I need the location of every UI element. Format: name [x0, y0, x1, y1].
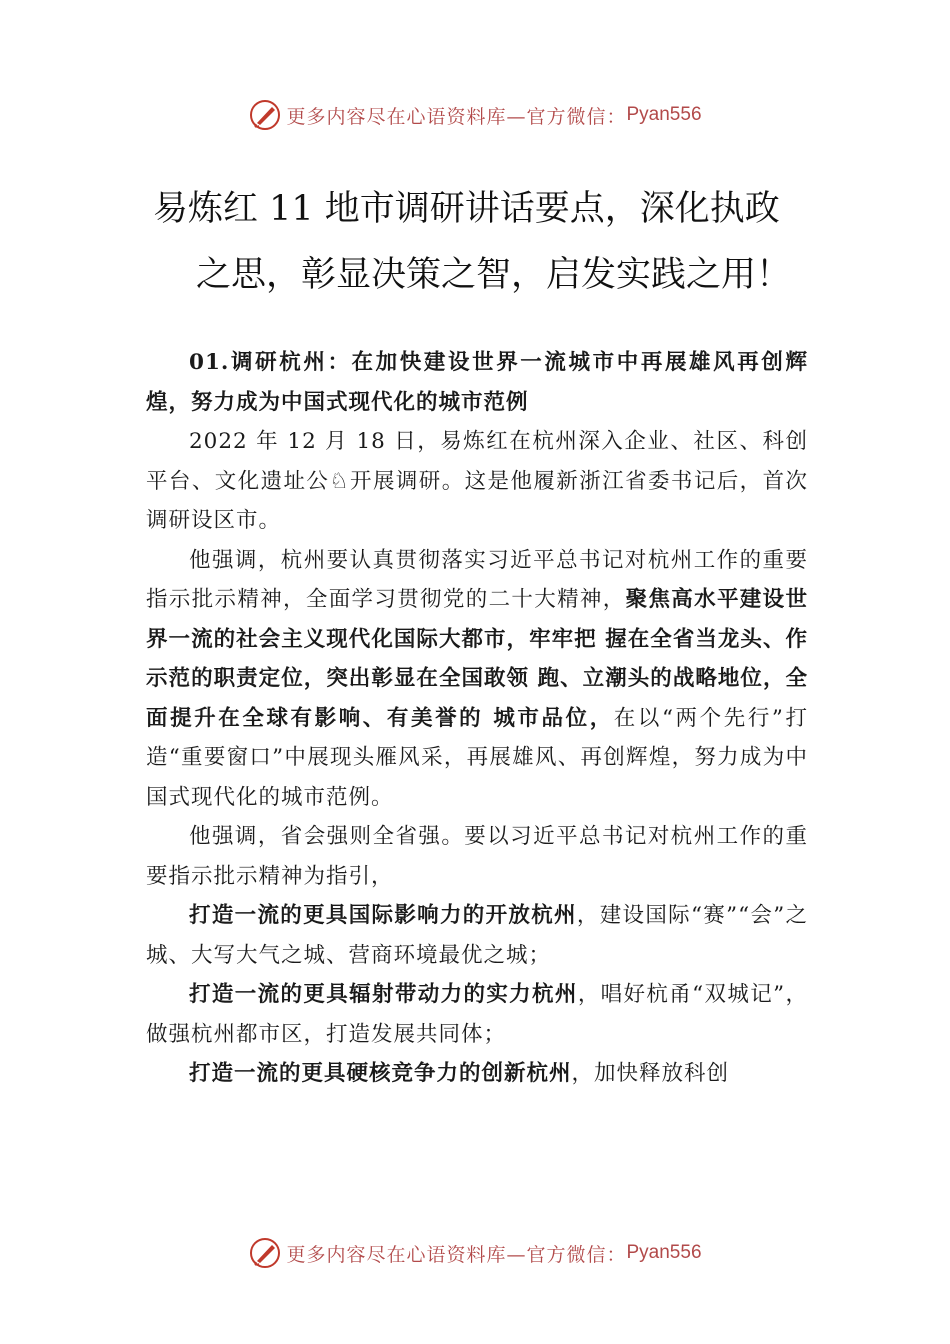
- watermark-header: [0, 95, 950, 135]
- list-item-text: ，建设国际“赛”“会”之城、大写大气之城、营商环境最优之城；: [146, 903, 808, 968]
- section-heading: 01.调研杭州：在加快建设世界一流城市中再展雄风再创辉煌，努力成为中国式现代化的城市范例: [146, 350, 808, 415]
- paragraph-emphasis-bold: 聚焦高水平建设世界一流的社会主义现代化国际大都市，牢牢把 握在全省当龙头、作示范的职责定位，突出彰显在全国敢领 跑、立潮头的战略地位，全面提升在全球有影响、有美誉的 城市品位，: [146, 587, 808, 731]
- paragraph-emphasis: [146, 541, 808, 818]
- watermark-text: 更多内容尽在心语资料库—官方微信：: [286, 1243, 627, 1266]
- list-item-text: ，加快释放科创: [571, 1061, 730, 1086]
- paragraph-emphasis-start: 他强调，杭州要认真贯彻落实习近平总书记对杭州工作的重要指示批示精神，全面学习贯彻党的二十大精神，: [146, 547, 808, 612]
- brush-logo-icon: [248, 98, 282, 132]
- paragraph-lead: 他强调，省会强则全省强。要以习近平总书记对杭州工作的重要指示批示精神为指引，: [146, 824, 808, 889]
- brush-logo-icon: [248, 1236, 282, 1270]
- document-body: [146, 343, 808, 1094]
- document-title: [0, 176, 950, 308]
- paragraph-emphasis-end: 在以“两个先行”打造“重要窗口”中展现头雁风采，再展雄风、再创辉煌，努力成为中国式现代化的城市范例。: [146, 705, 808, 810]
- list-item-strong-hangzhou: [146, 975, 808, 1054]
- list-item-text: ，唱好杭甬“双城记”，做强杭州都市区，打造发展共同体；: [146, 982, 809, 1047]
- watermark-id: Pyan556: [626, 104, 702, 125]
- title-line-1: 易炼红 11 地市调研讲话要点，深化执政: [153, 189, 780, 229]
- list-item-bold: 打造一流的更具硬核竞争力的创新杭州: [189, 1061, 572, 1086]
- watermark-text: 更多内容尽在心语资料库—官方微信：: [286, 105, 627, 128]
- list-item-innovative-hangzhou: [146, 1054, 808, 1094]
- watermark-footer: [0, 1233, 950, 1273]
- title-line-2: 之思，彰显决策之智，启发实践之用！: [196, 255, 792, 295]
- list-item-bold: 打造一流的更具国际影响力的开放杭州: [189, 903, 577, 928]
- list-item-open-hangzhou: [146, 896, 808, 975]
- paragraph-intro: 2022 年 12 月 18 日，易炼红在杭州深入企业、社区、科创平台、文化遗址公♘开展调研。这是他履新浙江省委书记后，首次调研设区市。: [146, 429, 808, 533]
- watermark-id: Pyan556: [626, 1242, 702, 1263]
- list-item-bold: 打造一流的更具辐射带动力的实力杭州: [189, 982, 578, 1007]
